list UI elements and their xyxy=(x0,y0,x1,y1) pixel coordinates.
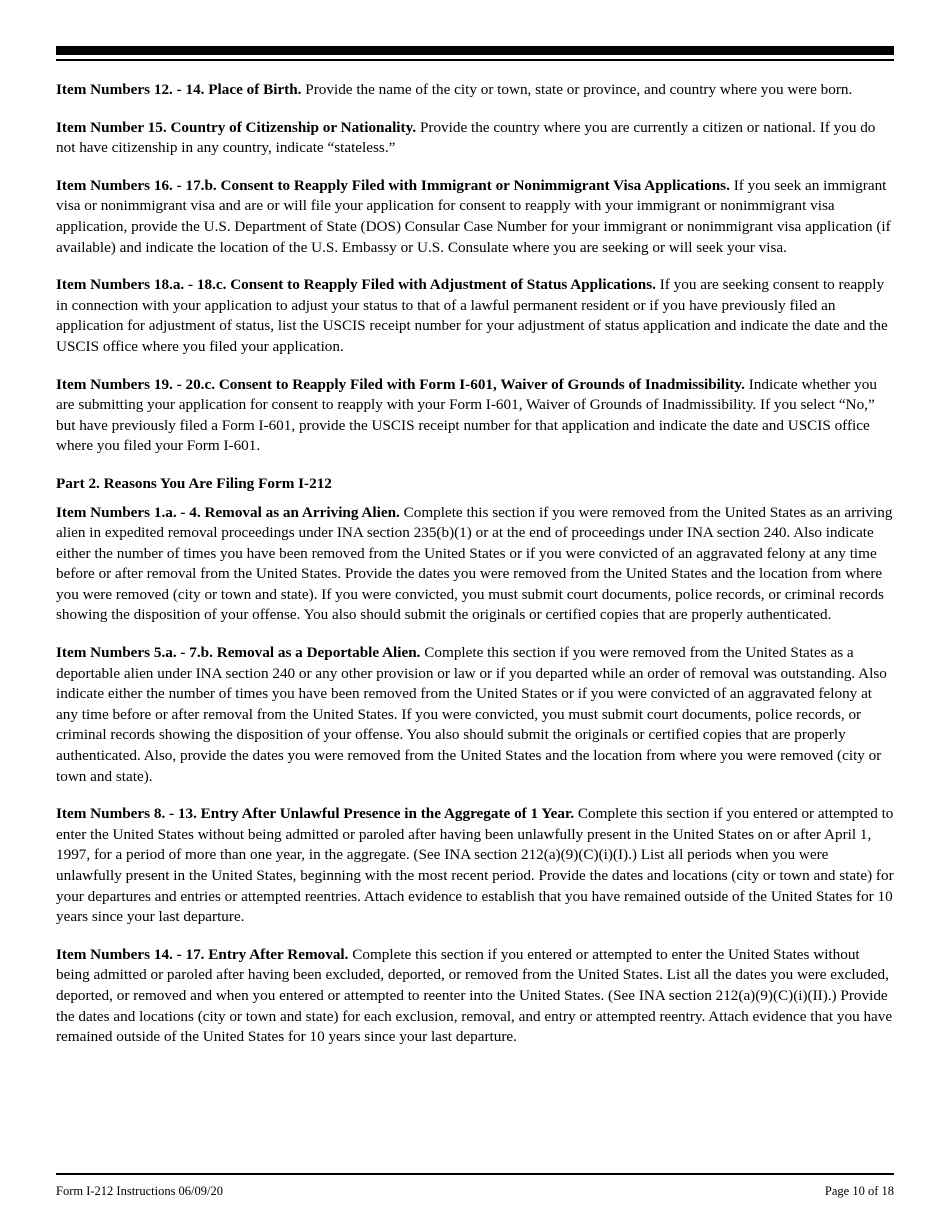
header-rule-thick xyxy=(56,46,894,55)
item-text: Provide the country where you are currently a citizen or national. If you do not have citizenship in any country, indicate “stateless.” xyxy=(56,118,876,157)
item-country-of-citizenship xyxy=(56,118,896,159)
footer-rule xyxy=(56,1173,894,1175)
footer-page-number: Page 10 of 18 xyxy=(824,1184,894,1198)
item-heading: Item Number 15. Country of Citizenship or Nationality. xyxy=(56,118,417,136)
item-text: Complete this section if you entered or attempted to enter the United States without being admitted or paroled after having been unlawfully present in the United States on or after April 1, 1997, for a period of more than one year, in the aggregate. (See INA section 212(a)(9)(C)(i)(I).) List all periods when you were unlawfully present in the United States, beginning with the most recent period. Provide the dates and locations (city or town and state) for your departures and entries or attempted reentries. Attach evidence to establish that you have remained outside of the United States for 10 years since your last departure. xyxy=(56,805,894,926)
item-consent-form-i601 xyxy=(56,375,896,457)
item-heading: Item Numbers 19. - 20.c. Consent to Reapply Filed with Form I-601, Waiver of Grounds of Inadmissibility. xyxy=(56,375,745,393)
item-text: If you are seeking consent to reapply in connection with your application to adjust your status to that of a lawful permanent resident or if you have previously filed an application for adjustment of status, list the USCIS receipt number for your adjustment of status application and indicate the date and the USCIS office where you filed your application. xyxy=(56,276,888,355)
item-heading: Item Numbers 8. - 13. Entry After Unlawful Presence in the Aggregate of 1 Year. xyxy=(56,805,575,823)
item-removal-deportable-alien xyxy=(56,643,896,787)
item-heading: Item Numbers 1.a. - 4. Removal as an Arriving Alien. xyxy=(56,503,400,521)
item-text: Complete this section if you were removed from the United States as an arriving alien in expedited removal proceedings under INA section 235(b)(1) or at the end of proceedings under INA section 240. Also indicate either the number of times you have been removed from the United States or if you were convicted of an aggravated felony at any time before or after removal from the United States. Provide the dates you were removed from the United States and the location from where you were removed (city or town and state). If you were convicted, you must submit court documents, police records, or criminal records showing the disposition of your offense. You also should submit the originals or certified copies that are properly authenticated. xyxy=(56,503,893,624)
item-text: Provide the name of the city or town, state or province, and country where you were born. xyxy=(301,81,853,98)
item-heading: Item Numbers 16. - 17.b. Consent to Reapply Filed with Immigrant or Nonimmigrant Visa Applications. xyxy=(56,176,730,194)
item-removal-arriving-alien xyxy=(56,503,896,627)
page-content xyxy=(56,80,896,1065)
item-entry-after-removal xyxy=(56,945,896,1048)
item-heading: Item Numbers 14. - 17. Entry After Removal. xyxy=(56,945,349,963)
header-rule-thin xyxy=(56,59,894,61)
item-text: Complete this section if you entered or attempted to enter the United States without being admitted or paroled after having been excluded, deported, or removed from the United States. List all the dates you were excluded, deported, or removed and when you entered or attempted to reenter into the United States. (See INA section 212(a)(9)(C)(i)(II).) Provide the dates and locations (city or town and state) for each exclusion, removal, and entry or attempted reentry. Attach evidence that you have remained outside of the United States for 10 years since your last departure. xyxy=(56,945,893,1046)
item-entry-after-unlawful-presence xyxy=(56,804,896,928)
item-heading: Item Numbers 12. - 14. Place of Birth. xyxy=(56,81,302,98)
footer-form-info: Form I-212 Instructions 06/09/20 xyxy=(56,1184,224,1198)
item-text: Complete this section if you were removed from the United States as a deportable alien under INA section 240 or any other provision or law or if you departed while an order of removal was outstanding. Also indicate either the number of times you have been removed from the United States or if you were convicted of an aggravated felony at any time before or after removal from the United States. If you were convicted, you must submit court documents, police records, or criminal records showing the disposition of your offense. You also should submit the originals or certified copies that are properly authenticated. Also, provide the dates you were removed from the United States and the location from where you were removed (city or town and state). xyxy=(56,644,887,785)
item-text: Indicate whether you are submitting your application for consent to reapply with your Form I-601, Waiver of Grounds of Inadmissibility. If you select “No,” but have previously filed a Form I-601, provide the USCIS receipt number for that application and indicate the date and USCIS office where you filed your Form I-601. xyxy=(56,375,877,455)
item-text: If you seek an immigrant visa or nonimmigrant visa and are or will file your application for consent to reapply with your immigrant or nonimmigrant visa application, provide the U.S. Department of State (DOS) Consular Case Number for your immigrant or nonimmigrant visa application (if available) and indicate the location of the U.S. Embassy or U.S. Consulate where you are seeking or will seek your visa. xyxy=(56,176,891,256)
item-consent-visa-applications xyxy=(56,176,896,258)
item-place-of-birth xyxy=(56,80,896,101)
item-heading: Item Numbers 18.a. - 18.c. Consent to Reapply Filed with Adjustment of Status Applications. xyxy=(56,276,656,294)
part2-heading: Part 2. Reasons You Are Filing Form I-212 xyxy=(56,474,332,492)
item-consent-adjustment-of-status xyxy=(56,275,896,357)
item-heading: Item Numbers 5.a. - 7.b. Removal as a Deportable Alien. xyxy=(56,644,421,662)
